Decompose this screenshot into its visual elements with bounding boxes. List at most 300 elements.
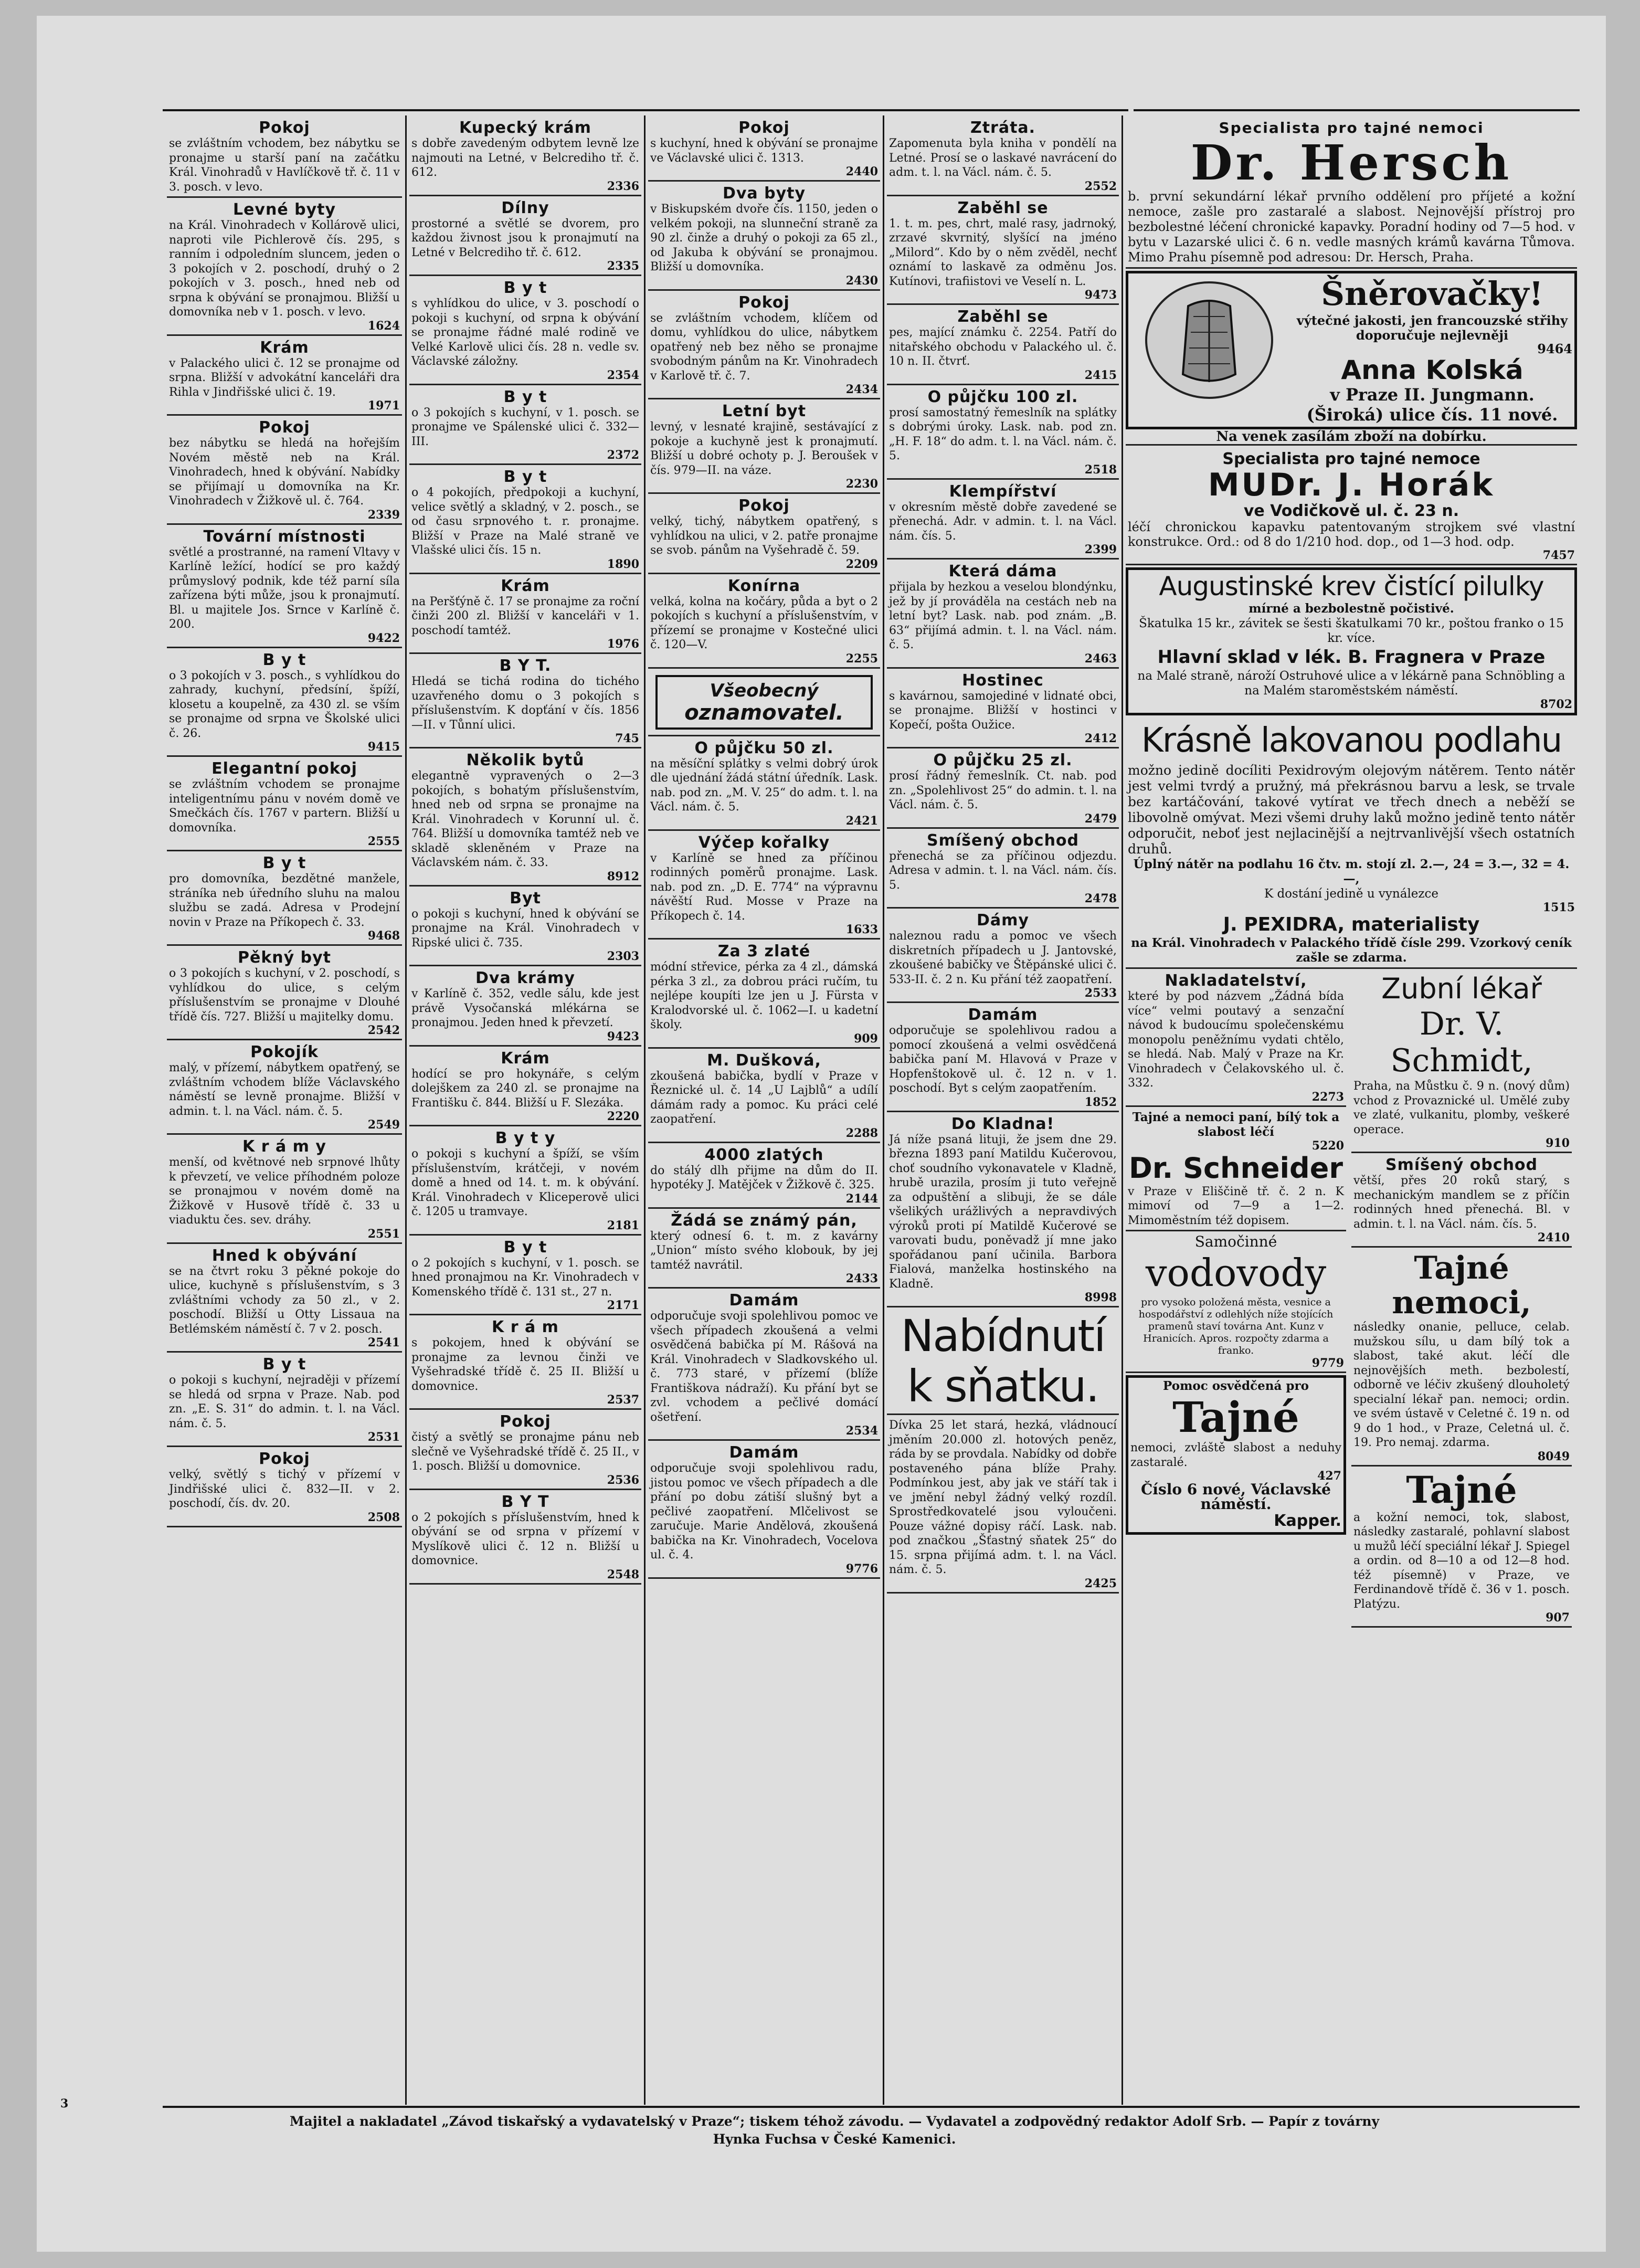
classified-column-4: [887, 118, 1119, 2102]
classified-ad-number: 1890: [607, 557, 639, 571]
classified-ad-text: čistý a světlý se pronajme pánu neb slečně ve Vyšehradské třídě č. 25 II., v 1. posch. Bližší u domovnice.: [411, 1431, 639, 1473]
classified-ad-number: 2537: [607, 1393, 639, 1407]
classified-ad-heading: Která dáma: [948, 562, 1057, 581]
ad-schmidt-name: Dr. V. Schmidt,: [1390, 1006, 1533, 1079]
classified-ad: [409, 278, 641, 385]
classified-ad-number: 2303: [607, 950, 639, 963]
classified-ad-text: velký, tichý, nábytkem opatřený, s vyhlídkou na ulici, v 2. patře pronajme se svob. pánům na Vyšehradě č. 59.: [650, 515, 878, 557]
top-rule: [163, 109, 1128, 111]
ad-snerovacky-line: výtečné jakosti, jen francouzské střihy doporučuje nejlevněji: [1296, 313, 1568, 343]
ad-tajne-nemoci-head: Tajné nemoci,: [1392, 1250, 1531, 1321]
classified-ad-text: do stálý dlh přijme na dům do II. hypotéky J. Matějček v Žižkově č. 325.: [650, 1164, 878, 1191]
classified-ad: [167, 418, 402, 525]
classified-ad-text: Hledá se tichá rodina do tichého uzavřeného domu o 3 pokojích s příslušenstvím. K dopťání v čís. 1856—II. v Tůnní ulici.: [411, 675, 639, 732]
classified-ad-heading: Letní byt: [722, 402, 807, 420]
classified-ad-number: 2518: [1084, 462, 1117, 477]
ad-snerovacky-title: Šněrovačky!: [1321, 275, 1543, 313]
classified-ad-text: elegantně vypravených o 2—3 pokojích, s bohatým příslušenstvím, hned neb od srpna se pronajme na Král. Vinohradech v Korunní ul. č. 764. Bližší u domovníka tamtéž neb ve skladě skleněném v Praze na Václavském nám. č. 33.: [411, 769, 639, 869]
classified-ad-heading: Damám: [968, 1006, 1038, 1024]
classified-ad-number: 2531: [367, 1430, 400, 1444]
ad-vodovody: [1126, 1233, 1346, 1373]
classified-ad-heading: 4000 zlatých: [704, 1145, 824, 1164]
classified-ad-heading: B y t: [503, 279, 547, 297]
classified-ad-number: 2412: [1084, 732, 1117, 745]
classified-ad-number: 2478: [1084, 892, 1117, 905]
classified-ad-heading: Pokojík: [250, 1043, 319, 1061]
classified-ad-heading: O půjčku 50 zl.: [694, 739, 834, 757]
classified-ad-text: s kavárnou, samojediné v lidnaté obci, se pronajme. Bližší v hostinci v Kopečí, pošta Oužice.: [889, 689, 1117, 732]
display-ads-column: [1126, 118, 1577, 2102]
classified-ad-heading: Pokoj: [738, 293, 790, 312]
classified-ad-heading: Výčep kořalky: [698, 833, 830, 852]
classified-ad: [167, 853, 402, 946]
classified-ad: [648, 1291, 880, 1441]
ad-kapper-text: nemoci, zvláště slabost a neduhy zastaralé.: [1130, 1441, 1341, 1469]
classified-ad-number: 2181: [607, 1218, 639, 1232]
ad-augustin-body: na Malé straně, nároží Ostruhové ulice a v lékárně pana Schnöbling a na Malém staroměstském náměstí.: [1137, 669, 1565, 698]
classified-ad: [409, 118, 641, 196]
classified-ad-text: o pokoji s kuchyní, nejraději v přízemí se hledá od srpna v Praze. Nab. pod zn. „E. S. 31“ do admin. t. l. na Václ. nám. č. 5.: [169, 1374, 400, 1430]
ad-schneider: [1126, 1109, 1346, 1232]
classified-ad-heading: O půjčku 100 zl.: [927, 387, 1078, 406]
classified-ad-text: prosí samostatný řemeslník na splátky s dobrými úroky. Lask. nab. pod zn. „H. F. 18“ do adm. t. l. na Václ. nám. č. 5.: [889, 406, 1117, 462]
nabidnuti-line2: k sňatku.: [907, 1360, 1099, 1412]
ad-smiseny-obchod-num: 2410: [1537, 1231, 1570, 1244]
classified-ad-number: 2425: [1084, 1576, 1117, 1590]
classified-ad: [409, 387, 641, 466]
classified-ad: [887, 1417, 1119, 1594]
classified-ad-text: s vyhlídkou do ulice, v 3. poschodí o pokoji s kuchyní, od srpna k obývání se pronajme řádné malé rodině ve Velké Karlově ulici čís. 28 n. vedle sv. Václavské záložny.: [411, 297, 639, 368]
top-rule-right: [1134, 109, 1580, 111]
classified-ad-heading: B y t: [262, 1355, 306, 1374]
classified-ad-heading: M. Dušková,: [707, 1051, 821, 1070]
classified-ad-text: zkoušená babička, bydlí v Praze v Řeznické ul. č. 14 „U Lajblů“ a udílí dámám rady a pomoc. Ku práci celé zaopatření.: [650, 1069, 878, 1126]
ad-kapper-num: 427: [1317, 1469, 1341, 1483]
ad-tajne-nemoci: [1351, 1250, 1572, 1467]
column-divider: [405, 115, 407, 2105]
classified-ad-number: 2555: [367, 835, 400, 848]
page-marker: 3: [60, 2097, 69, 2111]
classified-ad-heading: Damám: [729, 1291, 799, 1310]
classified-ad-heading: Klempířství: [949, 482, 1057, 501]
classified-ad-text: který odnesí 6. t. m. z kavárny „Union“ místo svého klobouk, by jej tamtéž navrátil.: [650, 1229, 878, 1272]
ad-tajne-spiegel-text: a kožní nemoci, tok, slabost, následky zastaralé, pohlavní slabost u mužů léčí speciální lékař J. Spiegel a ordin. od 8—10 a od 12—8 hod. též písemně) v Praze, ve Ferdinandově třídě č. 36 v 1. posch. Platýzu.: [1353, 1511, 1570, 1611]
classified-ad-heading: Tovární místnosti: [203, 527, 366, 546]
classified-ad-heading: B Y T.: [499, 657, 552, 675]
classified-ad-text: o 4 pokojích, předpokoji a kuchyní, velice světlý a skladný, v 2. posch., se od času srpnového t. r. pronajme. Bližší v Praze na Malé straně ve Vlašské ulici čís. 15 n.: [411, 486, 639, 557]
classified-ad-number: 9422: [367, 631, 400, 645]
classified-ad-text: naleznou radu a pomoc ve všech diskretních případech u J. Jantovské, zkoušené babičky ve Štěpánské ulici č. 533-II. č. 2 n. Ku přání též zaopatření.: [889, 930, 1117, 986]
classified-ad-heading: Krám: [501, 1049, 550, 1068]
classified-ad-heading: Dámy: [977, 911, 1029, 930]
classified-ad-number: 2508: [367, 1510, 400, 1524]
column-divider: [644, 115, 646, 2105]
ad-hersch: [1126, 118, 1577, 269]
ad-horak-body: léčí chronickou kapavku patentovaným strojkem své vlastní konstrukce. Ord.: od 8 do 1/210 hod. dop., od 1—3 hod. odp.: [1128, 520, 1575, 549]
ad-tajne-nemoci-text: následky onanie, pelluce, celab. mužskou sílu, u dam bílý tok a slabost, také akut. léčí dle nejnovějších meth. bezbolestí, odborně ve léčiv zkušený dlouholetý specialní lékař pan. nemoci; ordin. ve svém ústavě v Celetné č. 19 n. od 9 do 1 hod., v Praze, Celetná ul. č. 19. Pro nemaj. zdarma.: [1353, 1321, 1570, 1449]
classified-ad: [887, 307, 1119, 385]
classified-ad: [887, 751, 1119, 829]
ad-kapper-name: Kapper.: [1274, 1512, 1341, 1530]
classified-ad-heading: Elegantní pokoj: [211, 759, 357, 778]
section-banner-line1: Všeobecný: [710, 680, 819, 701]
classified-ad-heading: Dva krámy: [475, 969, 575, 987]
ad-tajne-spiegel: [1351, 1469, 1572, 1628]
ad-vodovody-text: pro vysoko položená města, vesnice a hospodářství z odlehlých níže stojících pramenů staví továrna Ant. Kunz v Hranicích. Apros. rozpočty zdarma a franko.: [1138, 1296, 1334, 1356]
classified-ad-number: 2541: [367, 1336, 400, 1349]
ad-podlaha-title: Krásně lakovanou podlahu: [1141, 721, 1562, 760]
classified-ad-heading: Několik bytů: [466, 751, 585, 769]
classified-ad-text: 1. t. m. pes, chrt, malé rasy, jadrnoký, zrzavé skvrnitý, slyšící na jméno „Milord“. Kdo by o něm zvěděl, nechť oznámí to laskavě za odměnu Jos. Kutínovi, trafiistovi ve Veselí n. L.: [889, 217, 1117, 288]
ad-augustin-title: Augustinské krev čistící pilulky: [1159, 571, 1544, 602]
classified-ad-number: 2548: [607, 1567, 639, 1581]
nabidnuti-line1: Nabídnutí: [901, 1310, 1105, 1362]
classified-ad-number: 1633: [845, 923, 878, 936]
classified-ad-number: 2479: [1084, 811, 1117, 826]
classified-ad-number: 2144: [845, 1191, 878, 1206]
classified-ad: [409, 198, 641, 277]
classified-ad-number: 2220: [607, 1110, 639, 1123]
ad-horak-num: 7457: [1542, 548, 1575, 562]
classified-ad-heading: Hned k obývání: [211, 1246, 357, 1265]
classified-ad-number: 2421: [845, 814, 878, 828]
classified-ad-number: 2230: [845, 477, 878, 491]
ad-horak-top: Specialista pro tajné nemoce: [1222, 450, 1480, 468]
ad-horak-name: MUDr. J. Horák: [1208, 467, 1495, 503]
classified-ad: [887, 387, 1119, 480]
ad-podlaha-price: Úplný nátěr na podlahu 16 čtv. m. stojí zl. 2.—, 24 = 3.—, 32 = 4.—,: [1133, 857, 1570, 886]
classified-ad-heading: B y t: [503, 1238, 547, 1257]
ad-horak: [1126, 449, 1577, 565]
classified-ad-number: 2463: [1084, 651, 1117, 666]
classified-ad: [409, 1412, 641, 1490]
classified-ad-number: 2534: [845, 1424, 878, 1438]
classified-ad-text: na Král. Vinohradech v Kollárově ulici, naproti vile Pichlerově čís. 295, s ranním i odpoledním sluncem, jeden o 3 pokojích v 2. poschodí, druhý o 2 pokojích v 3. posch., hned neb od srpna k obývání se pronajmou. Bližší u domovníka neb v 1. posch. v levo.: [169, 219, 400, 319]
ad-augustin: [1126, 567, 1577, 715]
classified-ad-number: 2255: [845, 651, 878, 666]
classified-ad: [167, 1246, 402, 1353]
ad-tajne-nemoci-num: 8049: [1537, 1449, 1570, 1463]
classified-ad: [887, 198, 1119, 305]
imprint-footer: [163, 2113, 1506, 2148]
classified-ad: [167, 118, 402, 198]
classified-ad-text: pes, mající známku č. 2254. Patří do nitařského obchodu v Palackého ul. č. 10 n. II. čtvrť.: [889, 326, 1117, 368]
classified-ad: [409, 656, 641, 748]
ad-snerovacky-firm: Anna Kolská: [1341, 355, 1523, 385]
ad-snerovacky-num: 9464: [1537, 341, 1572, 356]
classified-ad-heading: Smíšený obchod: [926, 831, 1080, 850]
classified-ad-number: 2536: [607, 1473, 639, 1487]
classified-ad-number: 2542: [367, 1024, 400, 1037]
classified-ad-number: 2552: [1084, 179, 1117, 193]
classified-ad-heading: Krám: [501, 576, 550, 595]
classified-ad-heading: K r á m: [492, 1318, 559, 1336]
classified-ad-text: v Karlíně se hned za příčinou rodinných poměrů pronajme. Lask. nab. pod zn. „D. E. 774“ na výpravnu návěští Rud. Mosse v Praze na Příkopech č. 14.: [650, 851, 878, 923]
classified-ad-text: s pokojem, hned k obývání se pronajme za levnou činži ve Vyšehradské třídě č. 25 II. Bližší u domovnice.: [411, 1336, 639, 1393]
ad-nakladatelstvi-num: 2273: [1311, 1090, 1344, 1104]
classified-ad-heading: Pěkný byt: [237, 948, 331, 967]
ad-nakladatelstvi-head: Nakladatelství,: [1165, 972, 1307, 990]
classified-ad-number: 2372: [607, 448, 639, 462]
classified-ad-text: v okresním městě dobře zavedené se přenechá. Adr. v admin. t. l. na Václ. nám. čís. 5.: [889, 500, 1117, 543]
classified-ad: [409, 467, 641, 574]
ad-schmidt-head: Zubní lékař: [1381, 972, 1542, 1005]
classified-ad-text: se zvláštním vchodem se pronajme inteligentnímu pánu v novém domě ve Smečkách čís. 1767 v partern. Bližší u domovníka.: [169, 778, 400, 835]
ad-horak-addr: ve Vodičkově ul. č. 23 n.: [1243, 502, 1459, 520]
classified-ad-number: 2434: [845, 383, 878, 396]
ad-snerovacky: [1126, 271, 1577, 429]
classified-ad-text: Dívka 25 let stará, hezká, vládnoucí jměním 20.000 zl. hotových peněz, ráda by se provdala. Nabídky od dobře postaveného pána blíže Prahy. Podmínkou jest, aby jak ve stáří tak i ve jmění nebyl žádný velký rozdíl. Sprostředkovatelé jsou vyloučeni. Pouze vážné dopisy ráčí. Lask. nab. pod značkou „Šťastný sňatek 25“ do 15. srpna přijímá adm. t. l. na Václ. nám. č. 5.: [889, 1419, 1117, 1576]
col5-left-stack: [1126, 971, 1346, 1630]
classified-ad-number: 2533: [1084, 986, 1117, 1000]
classified-ad: [887, 911, 1119, 1003]
classified-ad-heading: Za 3 zlaté: [717, 942, 811, 961]
ad-augustin-num: 8702: [1540, 698, 1572, 711]
classified-ad-number: 1624: [367, 319, 400, 333]
classified-ad: [887, 1114, 1119, 1308]
classified-ad-number: 9415: [367, 740, 400, 754]
classified-ad: [167, 527, 402, 648]
classified-ad-number: 2335: [607, 259, 639, 273]
classified-ad-text: hodící se pro hokynáře, s celým dolejškem za 240 zl. se pronajme na Františku č. 844. Bližší u F. Slezáka.: [411, 1067, 639, 1110]
column-divider: [883, 115, 884, 2105]
classified-ad-number: 9776: [845, 1562, 878, 1576]
classified-ad: [648, 402, 880, 494]
classified-ad-heading: Levné byty: [232, 201, 336, 219]
classified-ad-number: 9473: [1084, 288, 1117, 302]
ad-hersch-body: b. první sekundární lékař prvního oddělení pro příjeté a kožní nemoce, zašle pro zastaralé a slabost. Nejnovější přístroj pro bezbolestné léčení chronické kapavky. Poradní hodiny od 7—5 hod. v bytu v Lazarské ulici č. 6 n. vedle masných krámů kavárna Tůmova. Mimo Prahu písemně pod adresou: Dr. Hersch, Praha.: [1128, 189, 1575, 265]
classified-ad: [887, 1005, 1119, 1112]
classified-ad-text: o 3 pokojích s kuchyní, v 2. poschodí, s vyhlídkou do ulice, s celým příslušenstvím se pronajme v Dlouhé třídě čís. 727. Bližší u majitelky domu.: [169, 967, 400, 1024]
classified-ad: [887, 831, 1119, 909]
ad-hersch-name: Dr. Hersch: [1190, 134, 1512, 191]
classified-ad: [167, 948, 402, 1040]
classified-ad-text: o 2 pokojích s příslušenstvím, hned k obývání se od srpna v přízemí v Myslíkově ulici č. 12 n. Bližší u domovnice.: [411, 1511, 639, 1567]
classified-ad: [409, 751, 641, 887]
classified-ad: [887, 118, 1119, 196]
classified-ad-heading: Ztráta.: [970, 119, 1036, 137]
classified-ad-text: přijala by hezkou a veselou blondýnku, jež by jí prováděla na cestách neb na letní byt? Lask. nab. pod znám. „B. 63“ přijímá admin. t. l. na Václ. nám. č. 5.: [889, 581, 1117, 651]
classified-ad-text: s kuchyní, hned k obývání se pronajme ve Václavské ulici č. 1313.: [650, 137, 878, 165]
classified-ad: [409, 1049, 641, 1127]
classified-column-2: [409, 118, 641, 2102]
classified-ad-text: o 3 pokojích s kuchyní, v 1. posch. se pronajme ve Spálenské ulici č. 332—III.: [411, 406, 639, 448]
classified-ad: [409, 889, 641, 967]
classified-ad: [887, 562, 1119, 669]
ad-podlaha-firm: J. PEXIDRA, materialisty: [1223, 914, 1480, 935]
classified-ad: [409, 1492, 641, 1585]
ad-podlaha-num: 1515: [1542, 901, 1575, 914]
col5-right-stack: [1351, 971, 1572, 1630]
ad-augustin-sub: mírné a bezbolestně počistivé.: [1248, 602, 1454, 616]
ad-nakladatelstvi: [1126, 971, 1346, 1107]
classified-ad-heading: Hostinec: [962, 671, 1044, 690]
classified-ad: [648, 1211, 880, 1289]
classified-ad-text: malý, v přízemí, nábytkem opatřený, se zvláštním vchodem blíže Václavského náměstí se levně pronajme. Bližší v admin. t. l. na Václ. nám. č. 5.: [169, 1061, 400, 1118]
classified-ad-text: odporučuje se spolehlivou radou a pomocí zkoušená a velmi osvědčená babička paní M. Hlavová v Praze v Hopfenštokově ul. č. 12 n. v 1. poschodí. Byt s celým zaopatřením.: [889, 1024, 1117, 1095]
ad-schneider-num: 5220: [1311, 1138, 1344, 1153]
ad-hersch-top: Specialista pro tajné nemoci: [1219, 119, 1484, 136]
ad-podlaha-body: možno jedině docíliti Pexidrovým olejovým nátěrem. Tento nátěr jest velmi tvrdý a pružný, má překrásnou barvu a lesk, se trvale bez kartáčování, takové vytírat ve třech dnech a neběží se libovolně omývat. Mezi všemi druhy laků možno jedině tento nátěr odporučit, neboť jest nejlacinější a nejtrvanlivější všech ostatních druhů.: [1128, 763, 1575, 857]
classified-ad-heading: B y t: [503, 387, 547, 406]
classified-ad: [167, 1137, 402, 1244]
classified-ad: [648, 118, 880, 182]
classified-ad-heading: Pokoj: [738, 497, 790, 515]
classified-ad: [409, 576, 641, 655]
ad-podlaha: [1126, 718, 1577, 969]
classified-ad: [167, 650, 402, 757]
classified-ad-heading: Pokoj: [259, 418, 310, 437]
classified-ad-number: 909: [854, 1031, 878, 1046]
classified-ad-text: velká, kolna na kočáry, půda a byt o 2 pokojích s kuchyní a příslušenstvím, v přízemí se pronajme v Kostečné ulici č. 120—V.: [650, 595, 878, 651]
col5-split-row-1: [1126, 971, 1577, 1630]
classified-ad: [167, 1042, 402, 1135]
ad-snerovacky-mail: Na venek zasílám zboží na dobírku.: [1126, 429, 1577, 446]
classified-ad-heading: O půjčku 25 zl.: [933, 751, 1073, 769]
classified-ad: [167, 200, 402, 336]
classified-ad: [648, 739, 880, 831]
ad-schneider-name: Dr. Schneider: [1129, 1151, 1343, 1185]
ad-schneider-top: Tajné a nemoci paní, bílý tok a slabost léčí: [1132, 1110, 1340, 1139]
classified-ad-heading: Do Kladna!: [951, 1114, 1055, 1133]
classified-ad-text: odporučuje svoji spolehlivou radu, jistou pomoc ve všech případech a dle přání po dobu zátiší slušný byt a pečlivé zaopatření. Mlčelivost se zaručuje. Marie Andělová, zkoušená babička na Kr. Vinohradech, Vocelova ul. č. 4.: [650, 1462, 878, 1562]
ad-vodovody-big: vodovody: [1145, 1251, 1327, 1295]
bottom-rule: [163, 2106, 1580, 2108]
classified-ad-heading: Pokoj: [259, 119, 310, 137]
ad-schmidt: [1351, 971, 1572, 1153]
classified-ad-number: 2549: [367, 1118, 400, 1132]
classified-ad-text: v Biskupském dvoře čís. 1150, jeden o velkém pokoji, na slunneční straně za 90 zl. činže a druhý o pokoji za 65 zl., od Jakuba k obývání se pronajmou. Bližší u domovníka.: [650, 203, 878, 273]
ad-tajne-spiegel-num: 907: [1546, 1611, 1570, 1624]
column-divider: [1121, 115, 1123, 2105]
classified-ad-number: 2339: [367, 508, 400, 522]
classified-ad-number: 1976: [607, 637, 639, 651]
classified-ad: [409, 1128, 641, 1236]
classified-ad-number: 2551: [367, 1227, 400, 1241]
classified-ad-heading: K r á m y: [242, 1137, 326, 1156]
classified-ad: [648, 1051, 880, 1143]
classified-ad-heading: Žádá se známý pán,: [671, 1211, 858, 1230]
classified-ad-heading: B y t: [262, 650, 306, 669]
classified-ad-heading: B y t: [503, 468, 547, 486]
classified-column-3: [648, 118, 880, 2102]
newspaper-page: [37, 16, 1606, 2252]
classified-ad: [648, 496, 880, 574]
classified-ad-text: na Peršťýně č. 17 se pronajme za roční činži 200 zl. Bližší v kanceláři v 1. poschodí tamtéž.: [411, 595, 639, 637]
classified-ad-text: se zvláštním vchodem, klíčem od domu, vyhlídkou do ulice, nábytkem opatřený neb bez něho se pronajme svobodným pánům na Kr. Vinohradech v Karlově tř. č. 7.: [650, 311, 878, 383]
classified-ad-heading: Damám: [729, 1443, 799, 1462]
ad-podlaha-mid: K dostání jedině u vynálezce: [1264, 887, 1439, 901]
classified-ad-text: se na čtvrt roku 3 pěkné pokoje do ulice, kuchyně s příslušenstvím, s 3 zvláštními vchody za 50 zl., v 2. poschodí. Bližší u Otty Lissaua na Betlémském náměstí č. 7 v 2. posch.: [169, 1264, 400, 1336]
classified-ad-text: o 3 pokojích v 3. posch., s vyhlídkou do zahrady, kuchyní, předsíní, špíží, klosetu a koupelně, za 430 zl. se vším se pronajme od srpna ve Školské ulici č. 26.: [169, 669, 400, 740]
classified-ad-number: 2171: [607, 1299, 639, 1312]
ad-schneider-text: v Praze v Eliščině tř. č. 2 n. K mimoví od 7—9 a 1—2. Mimoměstním též dopisem.: [1128, 1185, 1344, 1227]
classified-ad-number: 2430: [845, 273, 878, 288]
classified-ad-text: o pokoji s kuchyní, hned k obývání se pronajme na Král. Vinohradech v Ripské ulici č. 735.: [411, 907, 639, 950]
ad-schmidt-text: Praha, na Můstku č. 9 n. (nový dům) vchod z Provaznické ul. Umělé zuby ve zlaté, vulkanitu, plomby, veškeré operace.: [1353, 1080, 1570, 1136]
classified-column-1: [167, 118, 402, 2102]
classified-ad-text: světlé a prostranné, na ramení Vltavy v Karlíně ležící, hodící se pro každý průmyslový podnik, kde též parní síla zařízena býti může, jsou k pronajmutí. Bl. u majitele Jos. Srnce v Karlíně č. 200.: [169, 545, 400, 631]
classified-ad: [648, 184, 880, 291]
classified-ad-number: 9468: [367, 929, 400, 943]
classified-ad: [409, 1238, 641, 1316]
classified-ad: [887, 671, 1119, 749]
classified-ad-text: přenechá se za příčinou odjezdu. Adresa v admin. t. l. na Václ. nám. čís. 5.: [889, 849, 1117, 892]
ad-podlaha-addr: na Král. Vinohradech v Palackého třídě čísle 299. Vzorkový ceník zašle se zdarma.: [1131, 936, 1572, 965]
ad-kapper-top: Pomoc osvědčená pro: [1163, 1379, 1309, 1393]
classified-ad-number: 2433: [845, 1272, 878, 1285]
ad-kapper-big: Tajné: [1172, 1393, 1299, 1442]
imprint-line-2: Hynka Fuchsa v České Kamenici.: [713, 2132, 956, 2147]
classified-ad-heading: Dílny: [501, 198, 549, 217]
classified-ad-text: v Karlíně č. 352, vedle sálu, kde jest právě Vysočanská mlékárna se pronajmou. Jeden hned k převzetí.: [411, 987, 639, 1029]
classified-ad-number: 8912: [607, 869, 639, 883]
classified-ad: [648, 833, 880, 940]
classified-ad-text: s dobře zavedeným odbytem levně lze najmouti na Letné, v Belcrediho tř. č. 612.: [411, 137, 639, 179]
classified-ad-heading: Byt: [510, 889, 541, 908]
classified-ad-text: v Palackého ulici č. 12 se pronajme od srpna. Bližší v advokátní kanceláři dra Rihla v Jindřišské ulici č. 19.: [169, 356, 400, 399]
classified-ad-number: 2399: [1084, 543, 1117, 556]
section-banner-line2: oznamovatel.: [684, 700, 844, 725]
classified-ad-heading: Kupecký krám: [459, 119, 591, 137]
corset-illustration: [1130, 275, 1288, 406]
ad-vodovody-small: Samočinné: [1194, 1233, 1277, 1250]
classified-ad-number: 2209: [845, 557, 878, 571]
classified-ad: [167, 1355, 402, 1447]
classified-ad-heading: Krám: [260, 338, 309, 357]
classified-ad: [167, 338, 402, 416]
classified-ad-number: 2440: [845, 165, 878, 178]
classified-ad-number: 1971: [367, 399, 400, 413]
classified-ad-number: 2336: [607, 179, 639, 193]
classified-ad-number: 8998: [1084, 1291, 1117, 1304]
ad-schmidt-num: 910: [1546, 1136, 1570, 1150]
classified-ad-number: 2354: [607, 368, 639, 382]
classified-ad: [648, 576, 880, 669]
classified-ad: [887, 482, 1119, 560]
ad-smiseny-obchod-text: větší, přes 20 roků starý, s mechanickým mandlem se z příčin rodinných hned přenechá. Bl. v admin. t. l. na Václ. nám. čís. 5.: [1353, 1174, 1570, 1231]
classified-ad-heading: Konírna: [727, 576, 801, 595]
ad-tajne-spiegel-head: Tajné: [1406, 1468, 1517, 1512]
classified-ad-heading: Zaběhl se: [957, 308, 1049, 326]
classified-ad-text: Zapomenuta byla kniha v pondělí na Letné. Prosí se o laskavé navrácení do adm. t. l. na Václ. nám. č. 5.: [889, 137, 1117, 179]
ad-augustin-store: Hlavní sklad v lék. B. Fragnera v Praze: [1157, 647, 1546, 668]
ad-augustin-price: Škatulka 15 kr., závitek se šesti škatulkami 70 kr., poštou franko o 15 kr. více.: [1139, 617, 1564, 645]
classified-ad-text: se zvláštním vchodem, bez nábytku se pronajme u starší paní na začátku Král. Vinohradů v Havlíčkově tř. č. 11 v 3. posch. v levo.: [169, 137, 400, 194]
section-banner-nabidnuti: [887, 1310, 1119, 1415]
classified-ad-text: velký, světlý s tichý v přízemí v Jindřišské ulici č. 832—II. v 2. poschodí, čís. dv. 20.: [169, 1468, 400, 1510]
classified-ad-heading: B y t y: [495, 1129, 556, 1147]
classified-ad-number: 2415: [1084, 368, 1117, 382]
classified-ad-heading: Zaběhl se: [957, 198, 1049, 217]
classified-ad-number: 2288: [845, 1126, 878, 1140]
classified-ad-heading: B Y T: [501, 1492, 549, 1511]
classified-ad: [409, 968, 641, 1047]
ad-nakladatelstvi-text: které by pod názvem „Žádná bída více“ velmi poutavý a senzační návod k budoucímu společenskému monopolu peněžnímu vydati chtělo, se hledá. Nab. Malý v Praze na Kr. Vinohradech v Čelakovského ul. č. 332.: [1128, 990, 1344, 1090]
classified-ad-text: o 2 pokojích s kuchyní, v 1. posch. se hned pronajmou na Kr. Vinohradech v Komenského třídě č. 131 st., 27 n.: [411, 1256, 639, 1299]
classified-ad-text: o pokoji s kuchyní a špíží, se vším příslušenstvím, krátčeji, v novém domě a hned od 14. t. m. k obývání. Král. Vinohradech v Kliceperově ulici č. 1205 u tramvaye.: [411, 1147, 639, 1218]
classified-ad: [167, 759, 402, 851]
classified-ad-text: prosí řádný řemeslník. Ct. nab. pod zn. „Spolehlivost 25“ do admin. t. l. na Václ. nám. č. 5.: [889, 769, 1117, 811]
classified-ad-heading: Pokoj: [738, 119, 790, 137]
ad-smiseny-obchod-head: Smíšený obchod: [1385, 1156, 1538, 1174]
classified-ad-number: 1852: [1084, 1095, 1117, 1109]
ad-vodovody-num: 9779: [1311, 1356, 1344, 1370]
classified-ad-number: 9423: [607, 1029, 639, 1043]
classified-ad-text: bez nábytku se hledá na hořejším Novém městě neb na Král. Vinohradech, hned k obývání. Nabídky se přijímají u domovníka na Kr. Vinohradech v Žižkově ul. č. 764.: [169, 437, 400, 508]
classified-ad-heading: Pokoj: [259, 1450, 310, 1468]
classified-ad-text: na měsíční splátky s velmi dobrý úrok dle ujednání žádá státní úředník. Lask. nab. pod zn. „M. V. 25“ do adm. t. l. na Václ. nám. č. 5.: [650, 757, 878, 814]
